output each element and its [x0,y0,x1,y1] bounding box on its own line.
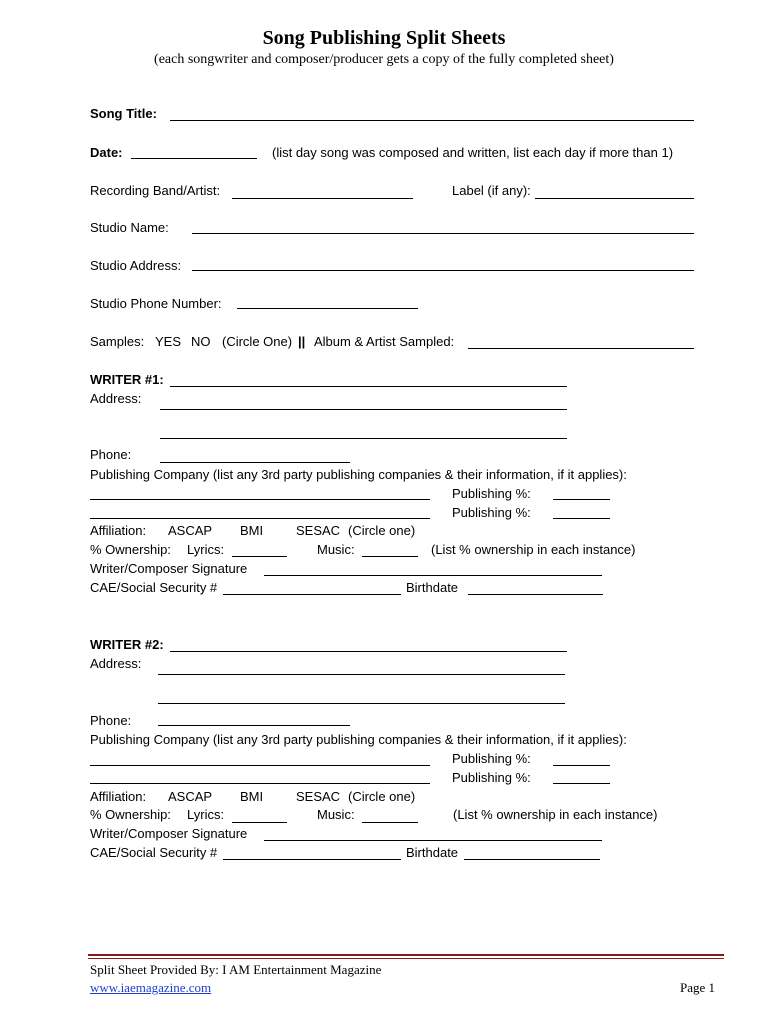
writer-1-publishing-pct-label-2: Publishing %: [452,505,531,520]
writer-2-sesac[interactable]: SESAC [296,789,341,804]
footer-provided-by: Split Sheet Provided By: I AM Entertainment Magazine [90,962,382,977]
writer-1-music-label: Music: [317,542,355,557]
writer-2-address-field-2[interactable] [158,703,565,704]
samples-separator: || [298,334,306,349]
writer-1-bmi[interactable]: BMI [240,523,264,538]
writer-1-address-label: Address: [90,391,142,406]
writer-1-publishing-pct-field-2[interactable] [553,518,610,519]
studio-name-field[interactable] [192,233,694,234]
samples-yes[interactable]: YES [155,334,182,349]
writer-2-heading: WRITER #2: [90,637,164,652]
writer-1-birthdate-field[interactable] [468,594,603,595]
writer-2-publishing-company-field-1[interactable] [90,765,430,766]
artist-label: Recording Band/Artist: [90,183,221,198]
writer-2-publishing-pct-label-1: Publishing %: [452,751,531,766]
writer-2-birthdate-label: Birthdate [406,845,459,860]
date-field[interactable] [131,158,257,159]
samples-label: Samples: [90,334,145,349]
writer-2-bmi[interactable]: BMI [240,789,264,804]
writer-2-ownership-note: (List % ownership in each instance) [453,807,658,822]
song-title-field[interactable] [170,120,694,121]
writer-2-phone-label: Phone: [90,713,132,728]
studio-phone-label: Studio Phone Number: [90,296,222,311]
page-subtitle: (each songwriter and composer/producer gets a copy of the fully completed sheet) [154,52,614,67]
footer-rule-thin [88,958,724,959]
writer-1-birthdate-label: Birthdate [406,580,459,595]
writer-2-name-field[interactable] [170,651,567,652]
writer-2-publishing-company-field-2[interactable] [90,783,430,784]
writer-2-address-field-1[interactable] [158,674,565,675]
writer-1-publishing-company-field-1[interactable] [90,499,430,500]
writer-1-cae-label: CAE/Social Security # [90,580,218,595]
label-field[interactable] [535,198,694,199]
studio-name-label: Studio Name: [90,220,169,235]
samples-circle-note: (Circle One) [222,334,293,349]
writer-1-publishing-pct-field-1[interactable] [553,499,610,500]
writer-2-address-label: Address: [90,656,142,671]
writer-1-heading: WRITER #1: [90,372,164,387]
writer-2-circle-note: (Circle one) [348,789,416,804]
writer-2-cae-label: CAE/Social Security # [90,845,218,860]
writer-2-cae-field[interactable] [223,859,401,860]
writer-1-affiliation-label: Affiliation: [90,523,147,538]
footer-website-link[interactable]: www.iaemagazine.com [90,980,212,995]
artist-field[interactable] [232,198,413,199]
writer-1-publishing-company-field-2[interactable] [90,518,430,519]
page-title: Song Publishing Split Sheets [262,27,506,49]
samples-no[interactable]: NO [191,334,211,349]
writer-1-sesac[interactable]: SESAC [296,523,341,538]
writer-1-signature-field[interactable] [264,575,602,576]
album-sampled-field[interactable] [468,348,694,349]
writer-2-ascap[interactable]: ASCAP [168,789,213,804]
writer-1-music-field[interactable] [362,556,418,557]
studio-address-label: Studio Address: [90,258,182,273]
writer-1-circle-note: (Circle one) [348,523,416,538]
writer-2-signature-field[interactable] [264,840,602,841]
footer-page-number: Page 1 [680,980,716,995]
writer-2-ownership-label: % Ownership: [90,807,171,822]
footer-rule [88,954,724,956]
song-title-label: Song Title: [90,106,157,121]
writer-1-phone-field[interactable] [160,462,350,463]
date-label: Date: [90,145,123,160]
writer-1-name-field[interactable] [170,386,567,387]
writer-2-affiliation-label: Affiliation: [90,789,147,804]
writer-2-birthdate-field[interactable] [464,859,600,860]
writer-2-lyrics-field[interactable] [232,822,287,823]
writer-1-publishing-company-label: Publishing Company (list any 3rd party publishing companies & their information, if it applies): [90,467,627,482]
writer-1-ownership-label: % Ownership: [90,542,171,557]
writer-2-publishing-company-label: Publishing Company (list any 3rd party publishing companies & their information, if it applies): [90,732,627,747]
writer-1-cae-field[interactable] [223,594,401,595]
writer-1-ascap[interactable]: ASCAP [168,523,213,538]
writer-1-address-field-2[interactable] [160,438,567,439]
writer-1-phone-label: Phone: [90,447,132,462]
writer-1-signature-label: Writer/Composer Signature [90,561,248,576]
writer-2-signature-label: Writer/Composer Signature [90,826,248,841]
writer-1-lyrics-label: Lyrics: [187,542,225,557]
writer-2-publishing-pct-label-2: Publishing %: [452,770,531,785]
writer-2-publishing-pct-field-2[interactable] [553,783,610,784]
writer-2-lyrics-label: Lyrics: [187,807,225,822]
label-label: Label (if any): [452,183,531,198]
writer-1-publishing-pct-label-1: Publishing %: [452,486,531,501]
writer-2-phone-field[interactable] [158,725,350,726]
writer-2-publishing-pct-field-1[interactable] [553,765,610,766]
writer-1-lyrics-field[interactable] [232,556,287,557]
writer-1-ownership-note: (List % ownership in each instance) [431,542,636,557]
date-note: (list day song was composed and written, list each day if more than 1) [272,145,674,160]
writer-1-address-field-1[interactable] [160,409,567,410]
album-sampled-label: Album & Artist Sampled: [314,334,455,349]
writer-2-music-label: Music: [317,807,355,822]
studio-address-field[interactable] [192,270,694,271]
writer-2-music-field[interactable] [362,822,418,823]
studio-phone-field[interactable] [237,308,418,309]
